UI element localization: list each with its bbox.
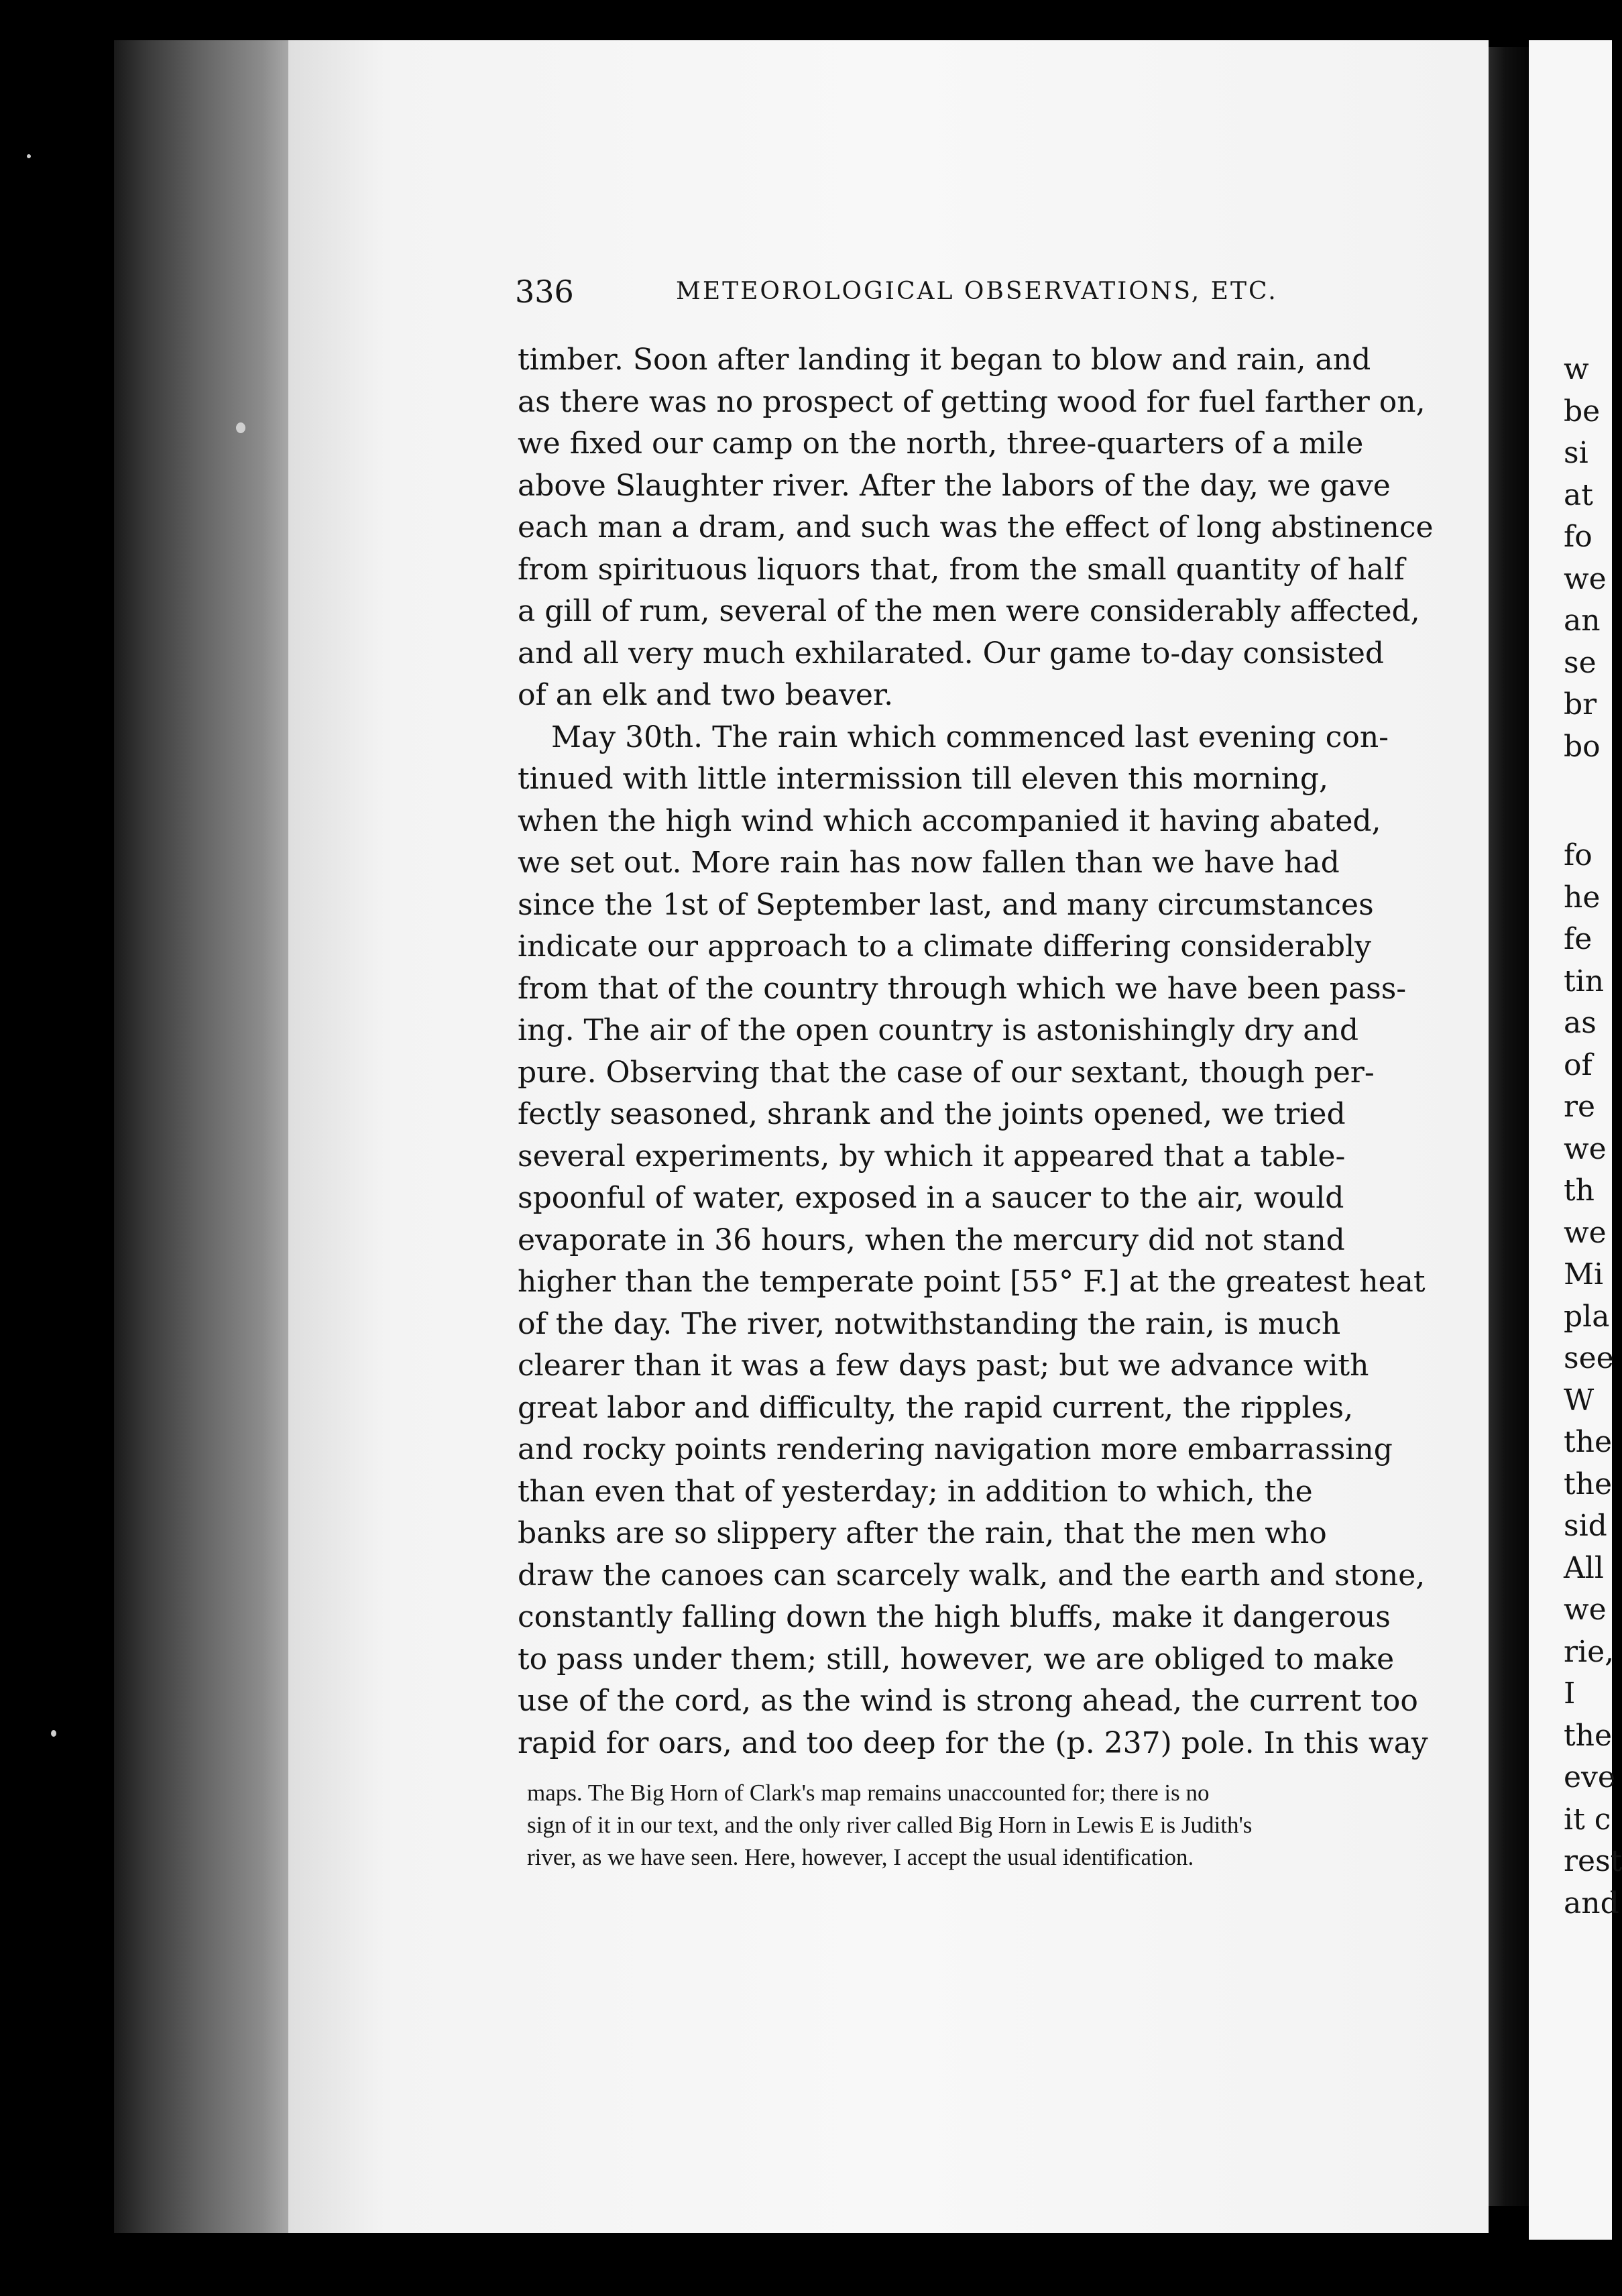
text-line: banks are so slippery after the rain, that the men who — [518, 1516, 1327, 1550]
facing-line-fragment: we — [1564, 1131, 1607, 1166]
body-text — [518, 339, 1443, 1764]
text-line: than even that of yesterday; in addition to which, the — [518, 1474, 1313, 1509]
text-line: as there was no prospect of getting wood for fuel farther on, — [518, 384, 1426, 419]
facing-line-fragment: All — [1564, 1550, 1604, 1585]
facing-page-fragment — [1529, 40, 1622, 2240]
text-line: several experiments, by which it appeared that a table- — [518, 1139, 1346, 1173]
text-line: pure. Observing that the case of our sextant, though per- — [518, 1055, 1375, 1090]
facing-line-fragment: I — [1564, 1676, 1576, 1711]
text-line: May 30th. The rain which commenced last evening con- — [551, 720, 1389, 754]
facing-paragraph-gap — [1564, 768, 1617, 835]
facing-line-fragment: re — [1564, 1090, 1596, 1124]
facing-line-fragment: we — [1564, 1593, 1607, 1627]
book-edge — [114, 40, 288, 2233]
footnote — [527, 1777, 1452, 1874]
running-head: METEOROLOGICAL OBSERVATIONS, ETC. — [676, 278, 1278, 305]
page-number: 336 — [515, 274, 574, 310]
facing-line-fragment: we — [1564, 1215, 1607, 1250]
text-line: to pass under them; still, however, we are obliged to make — [518, 1642, 1395, 1676]
text-line: of an elk and two beaver. — [518, 678, 894, 712]
text-line: use of the cord, as the wind is strong ahead, the current too — [518, 1684, 1418, 1718]
facing-line-fragment: Mi — [1564, 1257, 1604, 1292]
text-line: and rocky points rendering navigation more embarrassing — [518, 1432, 1393, 1467]
text-line: rapid for oars, and too deep for the (p. 237) pole. In this way — [518, 1725, 1428, 1760]
page-gutter — [1489, 47, 1529, 2206]
facing-line-fragment: rie, — [1564, 1634, 1615, 1669]
scan-speck — [51, 1730, 56, 1737]
facing-line-fragment: it c — [1564, 1802, 1611, 1837]
facing-line-fragment: eve — [1564, 1760, 1615, 1794]
scan-speck — [236, 422, 245, 433]
text-line: draw the canoes can scarcely walk, and the earth and stone, — [518, 1558, 1426, 1593]
footnote-line: river, as we have seen. Here, however, I accept the usual identification. — [527, 1844, 1194, 1870]
facing-line-fragment: the — [1564, 1467, 1613, 1501]
page-header — [515, 274, 1293, 321]
text-line: of the day. The river, notwithstanding the rain, is much — [518, 1306, 1341, 1341]
facing-line-fragment: we — [1564, 561, 1607, 596]
facing-line-fragment: he — [1564, 880, 1601, 915]
facing-line-fragment: fo — [1564, 520, 1592, 554]
facing-line-fragment: se — [1564, 645, 1597, 680]
facing-line-fragment: fo — [1564, 838, 1592, 872]
footnote-line: sign of it in our text, and the only river called Big Horn in Lewis E is Judith's — [527, 1812, 1253, 1838]
facing-line-fragment: w — [1564, 352, 1589, 386]
text-line: spoonful of water, exposed in a saucer to the air, would — [518, 1181, 1344, 1215]
footnote-line: maps. The Big Horn of Clark's map remains unaccounted for; there is no — [527, 1780, 1210, 1806]
text-line: constantly falling down the high bluffs, make it dangerous — [518, 1600, 1391, 1634]
text-line: fectly seasoned, shrank and the joints opened, we tried — [518, 1097, 1346, 1131]
facing-line-fragment: an — [1564, 604, 1601, 638]
facing-line-fragment: si — [1564, 436, 1588, 470]
facing-line-fragment: the — [1564, 1718, 1613, 1753]
facing-line-fragment: th — [1564, 1173, 1595, 1208]
text-line: higher than the temperate point [55° F.] at the greatest heat — [518, 1265, 1426, 1299]
text-line: we fixed our camp on the north, three-quarters of a mile — [518, 426, 1364, 461]
facing-line-fragment: fe — [1564, 922, 1592, 956]
text-line: ing. The air of the open country is astonishingly dry and — [518, 1013, 1358, 1047]
text-line: since the 1st of September last, and many circumstances — [518, 887, 1374, 922]
text-line: from spirituous liquors that, from the small quantity of half — [518, 552, 1405, 587]
text-line: indicate our approach to a climate differing considerably — [518, 929, 1372, 964]
text-line: each man a dram, and such was the effect of long abstinence — [518, 510, 1434, 544]
text-line: above Slaughter river. After the labors of the day, we gave — [518, 468, 1391, 503]
text-line: from that of the country through which we have been pass- — [518, 971, 1407, 1006]
scan-speck — [27, 154, 31, 158]
facing-line-fragment: be — [1564, 394, 1601, 428]
facing-line-fragment: as — [1564, 1006, 1597, 1040]
facing-line-fragment: tin — [1564, 964, 1605, 998]
facing-line-fragment: rest — [1564, 1844, 1622, 1878]
facing-line-fragment: bo — [1564, 729, 1601, 764]
facing-line-fragment: at — [1564, 477, 1593, 512]
text-line: a gill of rum, several of the men were considerably affected, — [518, 594, 1420, 628]
text-line: great labor and difficulty, the rapid current, the ripples, — [518, 1390, 1354, 1425]
facing-line-fragment: pla — [1564, 1299, 1610, 1334]
facing-line-fragment: see — [1564, 1341, 1614, 1375]
facing-line-fragment: W — [1564, 1383, 1595, 1418]
text-line: clearer than it was a few days past; but we advance with — [518, 1348, 1369, 1383]
facing-page-text — [1564, 349, 1622, 1925]
facing-line-fragment: and — [1564, 1886, 1619, 1920]
facing-line-fragment: the — [1564, 1425, 1613, 1459]
text-line: timber. Soon after landing it began to blow and rain, and — [518, 343, 1371, 377]
text-line: and all very much exhilarated. Our game to-day consisted — [518, 636, 1385, 671]
text-line: tinued with little intermission till eleven this morning, — [518, 762, 1329, 796]
text-line: we set out. More rain has now fallen than we have had — [518, 846, 1340, 880]
facing-line-fragment: br — [1564, 687, 1597, 722]
text-line: evaporate in 36 hours, when the mercury did not stand — [518, 1222, 1345, 1257]
text-line: when the high wind which accompanied it having abated, — [518, 803, 1381, 838]
facing-line-fragment: of — [1564, 1047, 1592, 1082]
facing-line-fragment: sid — [1564, 1509, 1607, 1543]
